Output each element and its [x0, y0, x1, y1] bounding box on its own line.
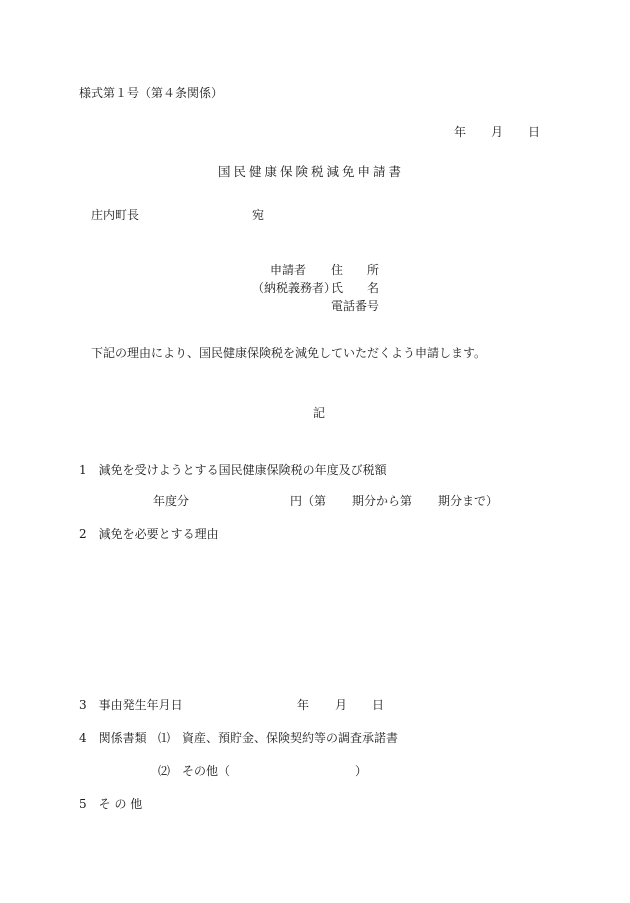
item4-doc2-close: ） [355, 764, 368, 778]
item4-doc1-text: 資産、預貯金、保険契約等の調査承諾書 [182, 731, 399, 745]
item1-heading: 1 減免を受けようとする国民健康保険税の年度及び税額 [79, 463, 387, 477]
item1-to-label: 期分まで） [438, 494, 499, 508]
form-number: 様式第１号（第４条関係） [79, 86, 224, 100]
item3-day-label: 日 [372, 698, 385, 712]
ki-mark: 記 [313, 406, 326, 420]
item3-heading: 3 事由発生年月日 [79, 698, 183, 712]
page-title: 国民健康保険税減免申請書 [218, 164, 405, 179]
item3-month-label: 月 [335, 698, 348, 712]
item4-heading: 4 関係書類 [79, 731, 147, 745]
intro-text: 下記の理由により、国民健康保険税を減免していただくよう申請します。 [91, 346, 487, 360]
item1-yen-label: 円（第 [290, 494, 327, 508]
address-label: 住 所 [331, 263, 380, 277]
applicant-label: 申請者 [270, 263, 307, 277]
item1-year-label: 年度分 [153, 494, 190, 508]
item4-doc2-text: その他（ [182, 764, 231, 778]
addressee-name: 庄内町長 [91, 208, 140, 222]
item2-heading: 2 減免を必要とする理由 [79, 527, 219, 541]
item4-doc1-number: ⑴ [158, 731, 171, 745]
name-label: 氏 名 [331, 281, 380, 295]
item1-from-label: 期分から第 [352, 494, 413, 508]
item3-year-label: 年 [297, 698, 310, 712]
date-year-label: 年 [454, 125, 467, 139]
date-month-label: 月 [491, 125, 504, 139]
item4-doc2-number: ⑵ [158, 764, 171, 778]
phone-label: 電話番号 [331, 299, 380, 313]
taxpayer-label: （納税義務者） [252, 281, 337, 295]
item5-heading: 5 そ の 他 [79, 797, 143, 811]
addressee-honorific: 宛 [252, 208, 265, 222]
date-day-label: 日 [528, 125, 541, 139]
